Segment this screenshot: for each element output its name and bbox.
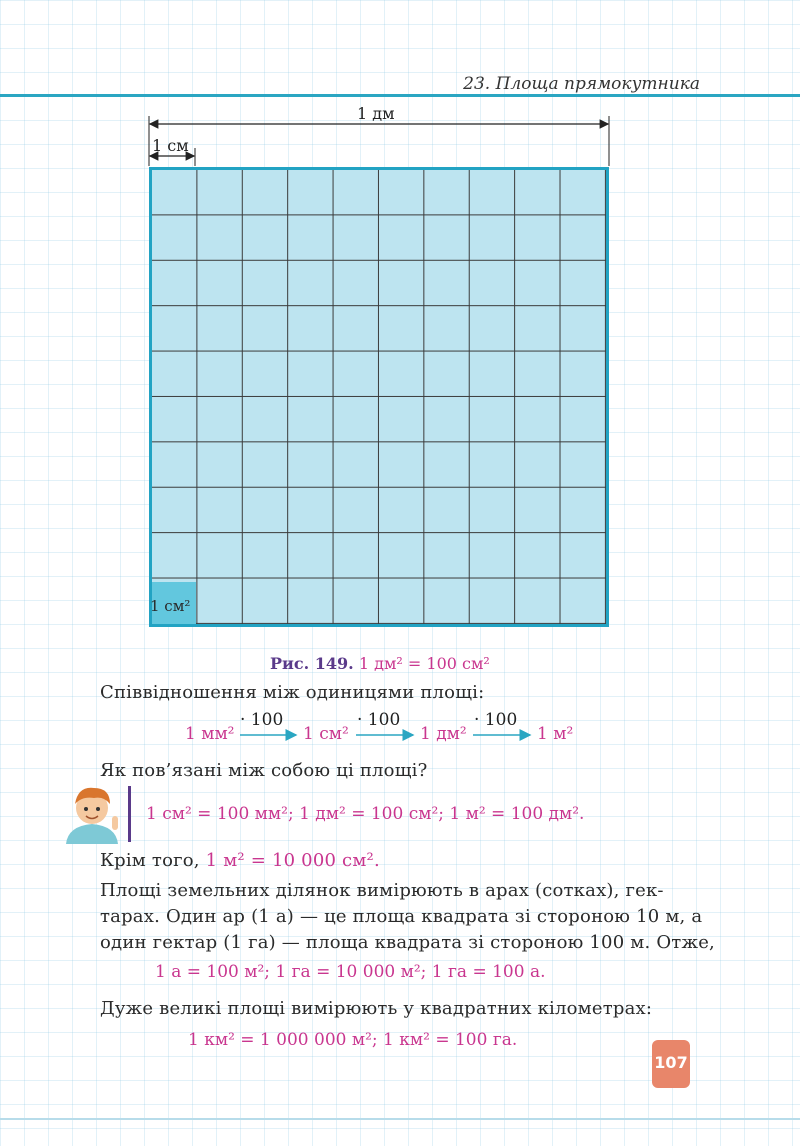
besides-formula: 1 м² = 10 000 см². <box>205 850 380 871</box>
chain-multiplier-1: · 100 <box>240 710 284 730</box>
km-line: Дуже великі площі вимірюють у квадратних кілометрах: <box>100 998 653 1019</box>
figure-caption <box>270 654 490 673</box>
chapter-title: 23. Площа прямокутника <box>463 74 700 94</box>
unit-square-label: 1 см² <box>150 597 191 615</box>
chain-unit-mm2: 1 мм² <box>185 724 235 744</box>
chain-multiplier-3: · 100 <box>474 710 518 730</box>
relation-heading: Співвідношення між одиницями площі: <box>100 682 485 703</box>
bottom-rule <box>0 1118 800 1120</box>
besides-line <box>100 850 380 871</box>
boy-mascot-icon <box>60 782 124 844</box>
question-text: Як пов’язані між собою ці площі? <box>100 760 428 781</box>
answer-formula: 1 см² = 100 мм²; 1 дм² = 100 см²; 1 м² = 100 дм². <box>146 804 585 824</box>
square-decimeter-grid <box>149 167 609 627</box>
besides-prefix: Крім того, <box>100 850 200 871</box>
land-line-3: один гектар (1 га) — площа квадрата зі стороною 100 м. Отже, <box>100 932 715 953</box>
chain-unit-dm2: 1 дм² <box>420 724 467 744</box>
land-formula: 1 а = 100 м²; 1 га = 10 000 м²; 1 га = 100 а. <box>155 962 546 982</box>
chain-unit-cm2: 1 см² <box>303 724 349 744</box>
chain-arrows <box>230 726 540 742</box>
page-number: 107 <box>654 1053 688 1072</box>
answer-marker-bar <box>128 786 131 842</box>
chain-multiplier-2: · 100 <box>357 710 401 730</box>
km-formula: 1 км² = 1 000 000 м²; 1 км² = 100 га. <box>188 1030 518 1050</box>
dm-label: 1 дм <box>357 104 395 123</box>
land-line-1: Площі земельних ділянок вимірюють в арах (сотках), гек- <box>100 880 664 901</box>
header-rule <box>0 94 800 97</box>
caption-prefix: Рис. 149. <box>270 654 354 673</box>
land-line-2: тарах. Один ар (1 а) — це площа квадрата зі стороною 10 м, а <box>100 906 703 927</box>
chain-unit-m2: 1 м² <box>537 724 574 744</box>
caption-formula: 1 дм² = 100 см² <box>358 654 490 673</box>
cm-label: 1 см <box>152 136 189 155</box>
